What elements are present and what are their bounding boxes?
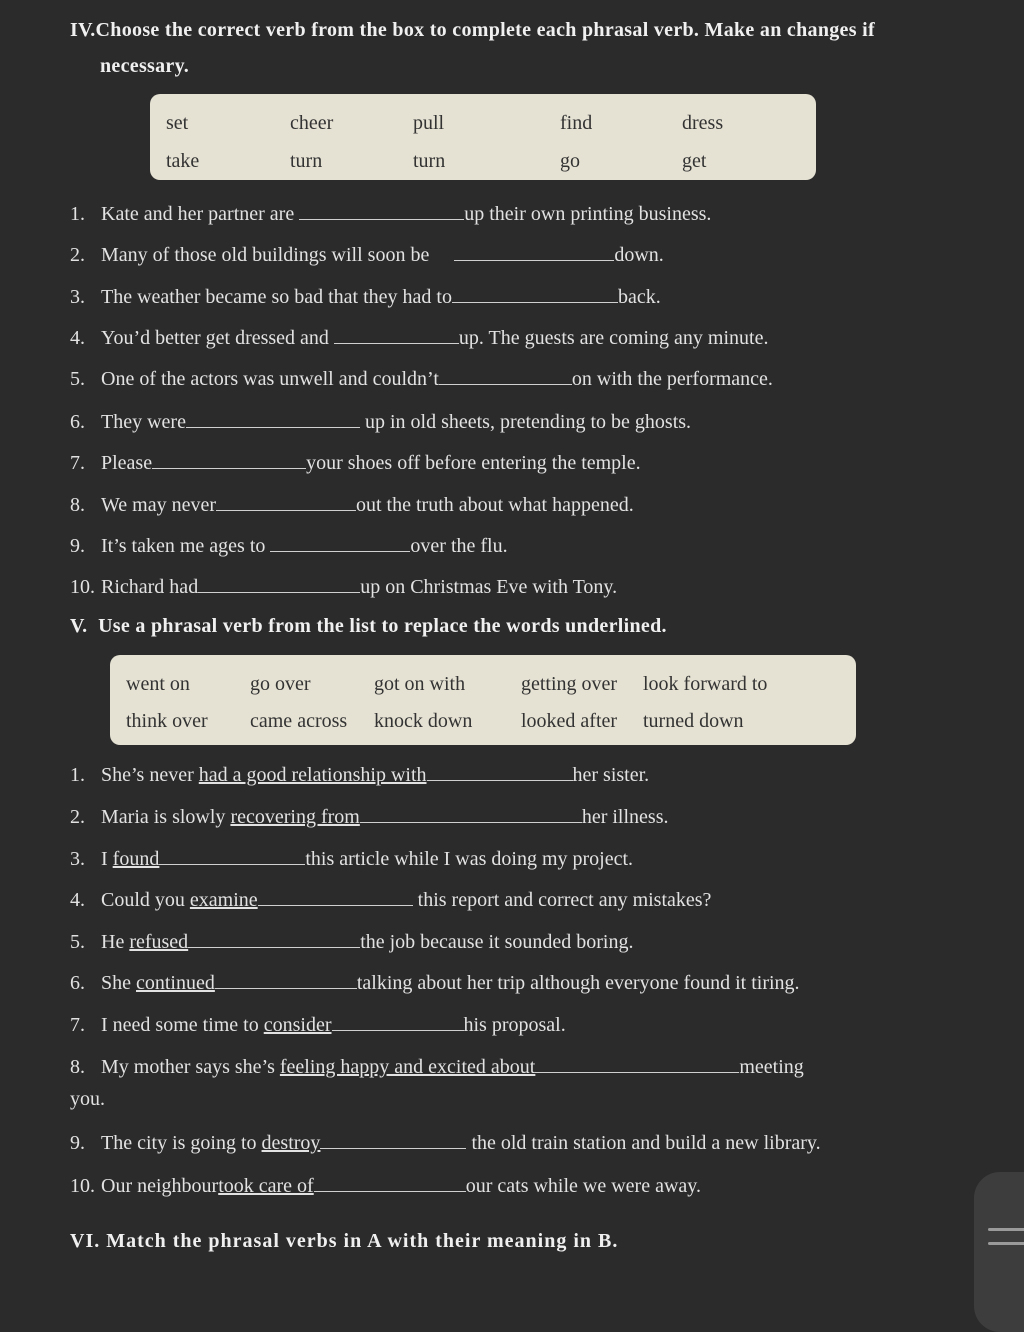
item-number: 8. <box>70 494 85 516</box>
exercise-item <box>70 1010 566 1036</box>
answer-blank[interactable] <box>452 282 618 303</box>
item-number: 10. <box>70 576 95 598</box>
box-phrase: came across <box>250 710 348 732</box>
underlined-phrase: feeling happy and excited about <box>279 1056 536 1078</box>
underlined-phrase: examine <box>189 889 258 911</box>
box-phrase: getting over <box>521 673 618 695</box>
box-phrase: think over <box>126 710 208 732</box>
answer-blank[interactable] <box>215 968 357 989</box>
exercise-item <box>70 407 691 433</box>
item-text: I need some time to <box>101 1014 264 1036</box>
grip-line-icon <box>988 1228 1024 1231</box>
item-text: Our neighbour <box>101 1175 219 1197</box>
item-number: 5. <box>70 931 85 953</box>
item-text: her illness. <box>581 806 669 828</box>
item-text: up in old sheets, pretending to be ghosts. <box>359 411 692 433</box>
item-number: 4. <box>70 327 85 349</box>
answer-blank[interactable] <box>320 1128 466 1149</box>
exercise-item <box>70 844 633 870</box>
answer-blank[interactable] <box>334 323 459 344</box>
underlined-phrase: recovering from <box>230 806 360 828</box>
item-text: One of the actors was unwell and couldn’t <box>101 368 439 390</box>
item-text: Many of those old buildings will soon be <box>101 244 435 266</box>
answer-blank[interactable] <box>535 1052 739 1073</box>
exercise-item <box>70 760 649 786</box>
item-text: The weather became so bad that they had to <box>101 286 452 308</box>
section-6-heading <box>70 1230 618 1253</box>
section-4-heading-text: IV.Choose the correct verb from the box to complete each phrasal verb. Make an changes if necessary. <box>70 19 875 77</box>
item-text: your shoes off before entering the temple. <box>306 452 641 474</box>
box-word: get <box>682 150 707 172</box>
exercise-item <box>70 1171 701 1197</box>
exercise-item <box>70 1052 804 1078</box>
item-text: She’s never <box>101 764 199 786</box>
item-text: out the truth about what happened. <box>356 494 634 516</box>
answer-blank[interactable] <box>299 199 464 220</box>
exercise-item <box>70 885 711 911</box>
item-number: 1. <box>70 764 85 786</box>
underlined-phrase: continued <box>136 972 215 994</box>
section-5-heading <box>70 615 667 638</box>
word-box-4 <box>150 94 816 180</box>
item-text: The city is going to <box>101 1132 262 1154</box>
item-text: Richard had <box>101 576 199 598</box>
box-phrase: knock down <box>374 710 473 732</box>
box-word: turn <box>413 150 446 172</box>
section-5-heading-text: V. Use a phrasal verb from the list to replace the words underlined. <box>70 615 667 637</box>
item-text: Could you <box>101 889 190 911</box>
item-text: Maria is slowly <box>101 806 231 828</box>
item-text: up on Christmas Eve with Tony. <box>360 576 618 598</box>
item-text: on with the performance. <box>571 368 773 390</box>
box-word: find <box>560 112 593 134</box>
exercise-item <box>70 1128 821 1154</box>
box-phrase: looked after <box>521 710 618 732</box>
word-box-5 <box>110 655 856 745</box>
continuation-text: you. <box>70 1088 105 1110</box>
underlined-phrase: took care of <box>218 1175 314 1197</box>
exercise-item <box>70 448 641 474</box>
exercise-item <box>70 927 633 953</box>
answer-blank[interactable] <box>314 1171 466 1192</box>
item-number: 4. <box>70 889 85 911</box>
exercise-item <box>70 199 711 225</box>
item-8-continuation <box>70 1088 105 1111</box>
underlined-phrase: found <box>112 848 160 870</box>
grip-line-icon <box>988 1242 1024 1245</box>
item-number: 9. <box>70 535 85 557</box>
item-text: meeting <box>739 1056 804 1078</box>
exercise-item <box>70 572 617 598</box>
item-text: this report and correct any mistakes? <box>412 889 712 911</box>
item-text: her sister. <box>572 764 650 786</box>
item-number: 8. <box>70 1056 85 1078</box>
item-number: 9. <box>70 1132 85 1154</box>
item-text: down. <box>614 244 664 266</box>
box-phrase: turned down <box>643 710 744 732</box>
answer-blank[interactable] <box>332 1010 464 1031</box>
item-text: his proposal. <box>463 1014 566 1036</box>
box-word: pull <box>413 112 445 134</box>
item-text: He <box>101 931 130 953</box>
box-word: dress <box>682 112 724 134</box>
answer-blank[interactable] <box>159 844 305 865</box>
exercise-item <box>70 531 508 557</box>
answer-blank[interactable] <box>216 490 356 511</box>
box-word: set <box>166 112 189 134</box>
exercise-item <box>70 282 661 308</box>
item-text: It’s taken me ages to <box>101 535 271 557</box>
exercise-item <box>70 968 800 994</box>
item-text: I <box>101 848 113 870</box>
box-phrase: go over <box>250 673 311 695</box>
item-number: 10. <box>70 1175 95 1197</box>
exercise-item <box>70 364 773 390</box>
item-number: 6. <box>70 972 85 994</box>
item-text: over the flu. <box>410 535 508 557</box>
answer-blank[interactable] <box>427 760 573 781</box>
exercise-item <box>70 490 634 516</box>
section-6-heading-text: VI. Match the phrasal verbs in A with their meaning in B. <box>70 1230 619 1252</box>
section-4-heading <box>70 12 920 84</box>
item-text: our cats while we were away. <box>465 1175 701 1197</box>
box-phrase: look forward to <box>643 673 768 695</box>
scroll-handle[interactable] <box>974 1172 1024 1332</box>
item-text: We may never <box>101 494 216 516</box>
item-number: 3. <box>70 848 85 870</box>
exercise-item <box>70 323 768 349</box>
underlined-phrase: refused <box>129 931 189 953</box>
item-text: up. The guests are coming any minute. <box>458 327 769 349</box>
item-text: the job because it sounded boring. <box>360 931 634 953</box>
answer-blank[interactable] <box>186 407 360 428</box>
answer-blank[interactable] <box>198 572 360 593</box>
box-word: cheer <box>290 112 334 134</box>
box-word: take <box>166 150 200 172</box>
item-text: Please <box>101 452 153 474</box>
box-phrase: went on <box>126 673 190 695</box>
item-number: 2. <box>70 244 85 266</box>
answer-blank[interactable] <box>360 802 582 823</box>
item-text: back. <box>617 286 661 308</box>
box-phrase: got on with <box>374 673 466 695</box>
item-text: You’d better get dressed and <box>101 327 334 349</box>
item-text: My mother says she’s <box>101 1056 280 1078</box>
item-number: 5. <box>70 368 85 390</box>
item-number: 1. <box>70 203 85 225</box>
exercise-item <box>70 802 668 828</box>
item-number: 7. <box>70 1014 85 1036</box>
item-number: 2. <box>70 806 85 828</box>
answer-blank[interactable] <box>270 531 410 552</box>
answer-blank[interactable] <box>188 927 360 948</box>
item-text: this article while I was doing my project. <box>305 848 634 870</box>
item-text: the old train station and build a new library. <box>466 1132 821 1154</box>
answer-blank[interactable] <box>439 364 572 385</box>
box-word: go <box>560 150 580 172</box>
item-text: They were <box>101 411 186 433</box>
underlined-phrase: destroy <box>261 1132 321 1154</box>
item-text: She <box>101 972 136 994</box>
underlined-phrase: had a good relationship with <box>198 764 427 786</box>
item-number: 6. <box>70 411 85 433</box>
exercise-item <box>70 240 664 266</box>
item-text: Kate and her partner are <box>101 203 300 225</box>
answer-blank[interactable] <box>454 240 614 261</box>
answer-blank[interactable] <box>152 448 306 469</box>
item-text: up their own printing business. <box>464 203 712 225</box>
box-word: turn <box>290 150 323 172</box>
answer-blank[interactable] <box>258 885 413 906</box>
underlined-phrase: consider <box>263 1014 332 1036</box>
item-number: 7. <box>70 452 85 474</box>
item-number: 3. <box>70 286 85 308</box>
item-text: talking about her trip although everyone found it tiring. <box>356 972 800 994</box>
